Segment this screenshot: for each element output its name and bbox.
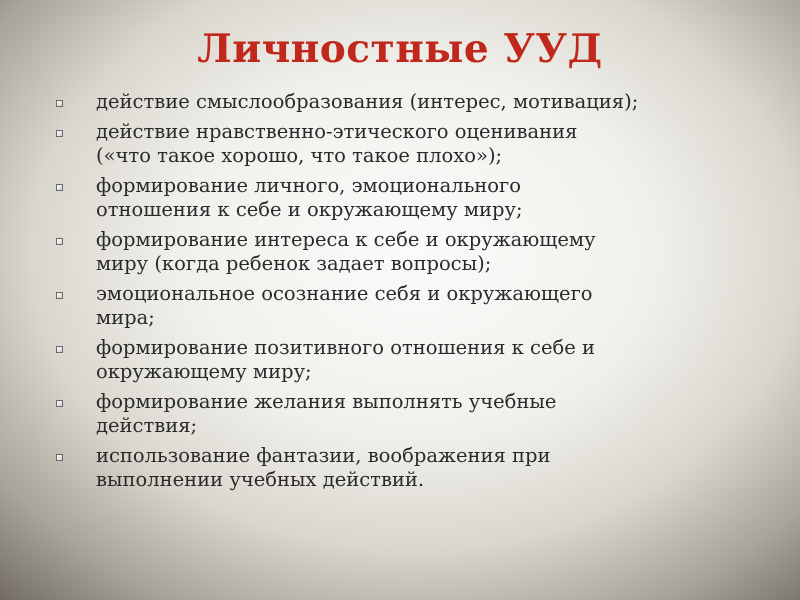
list-item	[56, 174, 756, 222]
list-item	[56, 90, 756, 114]
slide-title: Личностные УУД	[197, 26, 603, 72]
list-item-text: формирование интереса к себе и окружающему миру (когда ребенок задает вопросы);	[96, 228, 596, 275]
square-bullet-icon	[56, 100, 63, 107]
list-item	[56, 336, 756, 384]
list-item-text: использование фантазии, воображения при выполнении учебных действий.	[96, 444, 551, 491]
square-bullet-icon	[56, 400, 63, 407]
square-bullet-icon	[56, 238, 63, 245]
bullet-list	[56, 90, 756, 498]
list-item-text: эмоциональное осознание себя и окружающего мира;	[96, 282, 593, 329]
list-item-text: действие нравственно-этического оценивания («что такое хорошо, что такое плохо»);	[96, 120, 578, 167]
square-bullet-icon	[56, 130, 63, 137]
list-item	[56, 390, 756, 438]
square-bullet-icon	[56, 346, 63, 353]
square-bullet-icon	[56, 454, 63, 461]
list-item	[56, 228, 756, 276]
list-item	[56, 444, 756, 492]
list-item-text: формирование позитивного отношения к себе и окружающему миру;	[96, 336, 595, 383]
list-item	[56, 120, 756, 168]
square-bullet-icon	[56, 184, 63, 191]
list-item-text: формирование желания выполнять учебные действия;	[96, 390, 557, 437]
list-item-text: действие смыслообразования (интерес, мотивация);	[96, 90, 639, 113]
list-item	[56, 282, 756, 330]
list-item-text: формирование личного, эмоционального отношения к себе и окружающему миру;	[96, 174, 523, 221]
square-bullet-icon	[56, 292, 63, 299]
